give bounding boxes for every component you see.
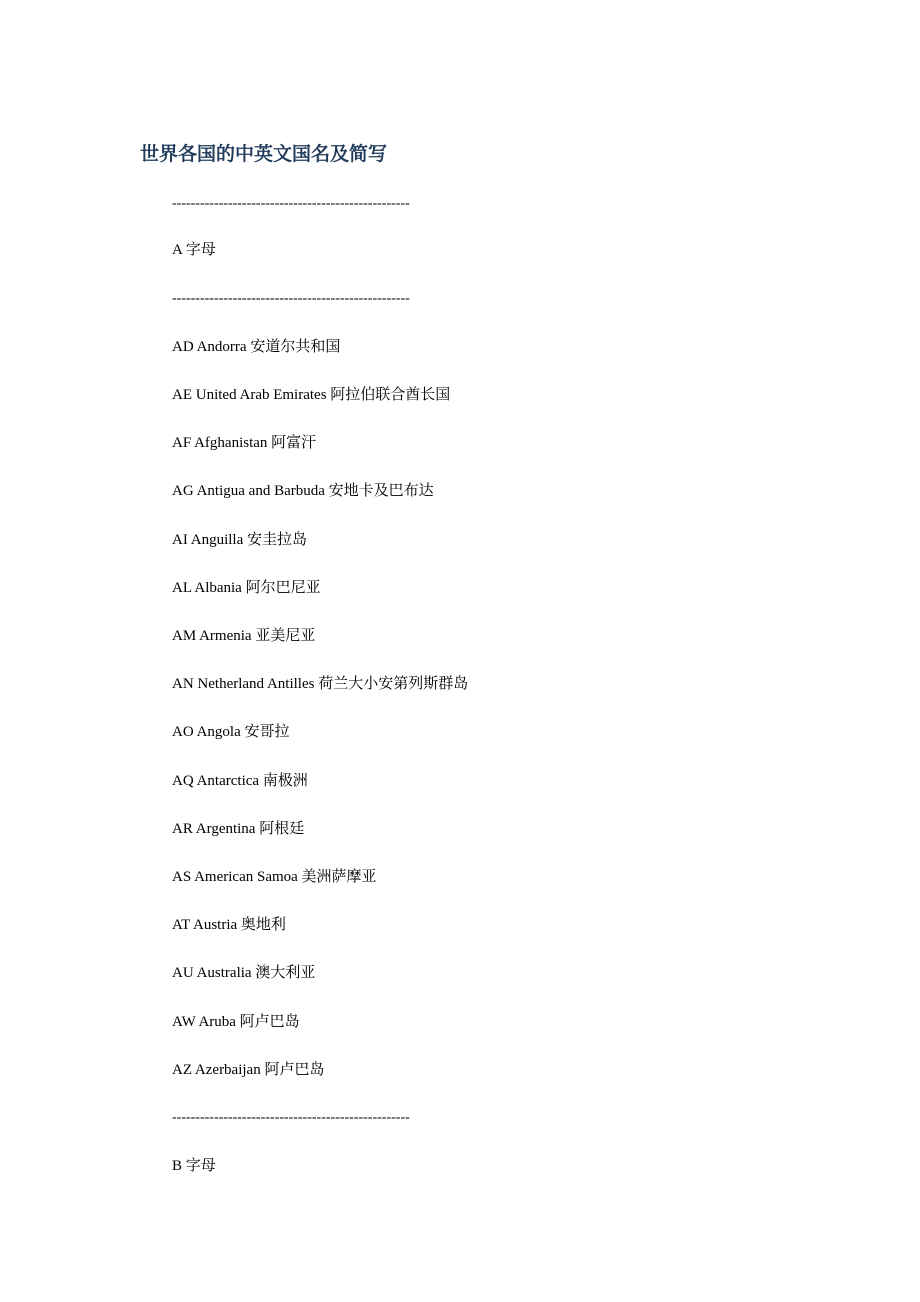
country-entry: AN Netherland Antilles 荷兰大小安第列斯群岛 — [172, 676, 469, 692]
separator-line: --------------------------------------------------- — [172, 196, 410, 211]
country-entry: AT Austria 奥地利 — [172, 917, 286, 933]
country-entry: AU Australia 澳大利亚 — [172, 965, 316, 981]
country-entry: AQ Antarctica 南极洲 — [172, 773, 308, 789]
country-entry: AF Afghanistan 阿富汗 — [172, 435, 317, 451]
country-entry: AE United Arab Emirates 阿拉伯联合酋长国 — [172, 387, 451, 403]
country-entry: AR Argentina 阿根廷 — [172, 821, 305, 837]
country-entry: AO Angola 安哥拉 — [172, 724, 290, 740]
country-entry: AZ Azerbaijan 阿卢巴岛 — [172, 1062, 325, 1078]
section-heading-a: A 字母 — [172, 242, 216, 258]
country-entry: AS American Samoa 美洲萨摩亚 — [172, 869, 377, 885]
country-entry: AL Albania 阿尔巴尼亚 — [172, 580, 321, 596]
country-entry: AD Andorra 安道尔共和国 — [172, 339, 341, 355]
separator-line: --------------------------------------------------- — [172, 1110, 410, 1125]
country-entry: AM Armenia 亚美尼亚 — [172, 628, 316, 644]
section-heading-b: B 字母 — [172, 1158, 216, 1174]
country-entry: AG Antigua and Barbuda 安地卡及巴布达 — [172, 483, 434, 499]
page-title: 世界各国的中英文国名及简写 — [140, 143, 388, 165]
country-entry: AW Aruba 阿卢巴岛 — [172, 1014, 300, 1030]
country-entry: AI Anguilla 安圭拉岛 — [172, 532, 307, 548]
separator-line: --------------------------------------------------- — [172, 291, 410, 306]
